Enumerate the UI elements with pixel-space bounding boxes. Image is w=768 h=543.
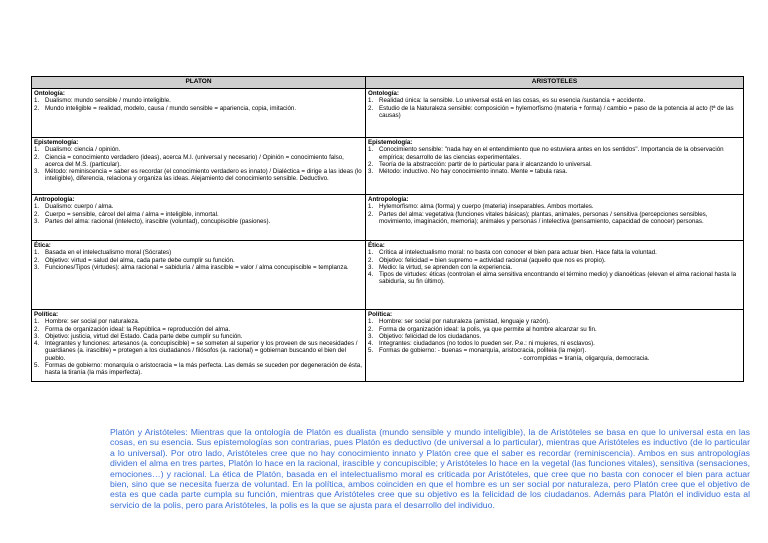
list-item <box>368 326 741 333</box>
item-number: 1. <box>368 249 374 257</box>
item-list <box>34 249 363 271</box>
item-text: Crítica al intelectualismo moral: no basta con conocer el bien para actuar bien. Hace falta la voluntad. <box>379 249 657 257</box>
aristoteles-cell <box>366 195 744 241</box>
list-item <box>368 333 741 340</box>
aristoteles-cell <box>366 310 744 382</box>
item-text: Tipos de virtudes: éticas (controlan el alma sensitiva encontrando el término medio) y dianoéticas (elevan el alma racional hasta la sabiduría, su fin último). <box>379 271 737 286</box>
item-text: Estudio de la Naturaleza sensible: composición = hylemorfismo (materia + forma) / cambio = paso de la potencia al acto (tª de las causas) <box>379 104 734 119</box>
item-text: Partes del alma: vegetativa (funciones vitales básicas); plantas, animales, personas / sensitiva (percepciones sensibles, movimiento, imaginación, memoria); animales y personas / intelectiva (pensamiento, capacidad de conocer) personas. <box>379 210 708 225</box>
item-number: 2. <box>34 325 40 333</box>
item-number: 1. <box>34 146 40 154</box>
list-item <box>368 347 741 354</box>
aristoteles-cell <box>366 89 744 138</box>
section-title: Epistemología: <box>368 139 413 146</box>
item-number: 2. <box>368 256 374 264</box>
item-text: Integrantes y funciones: artesanos (a. concupiscible) = se someten al superior y los proveen de sus necesidades / guardianes (a. irascible) = protegen a los ciudadanos / filósofos (a. racional) = gobiernan buscando el bien del pueblo. <box>45 340 358 362</box>
item-text: Dualismo: cuerpo / alma. <box>45 203 114 211</box>
section-title: Ontología: <box>34 90 65 97</box>
platon-cell <box>32 89 366 138</box>
list-item <box>34 362 363 377</box>
item-number: 1. <box>368 318 374 326</box>
item-number: 5. <box>34 362 40 370</box>
item-text: Método: reminiscencia = saber es recordar (el conocimiento verdadero es innato) / Dialéctica = dirige a las ideas (lo inteligible), diferencia, relaciona y organiza las ideas. Alejamiento del conocimiento sensible. Deductivo. <box>45 168 362 183</box>
table-row <box>32 195 744 241</box>
item-number: 5. <box>368 347 374 355</box>
item-list <box>34 97 363 112</box>
comparison-table <box>31 76 744 382</box>
item-list <box>368 318 741 354</box>
list-item <box>34 257 363 264</box>
list-item <box>34 203 363 210</box>
list-item <box>368 97 741 104</box>
item-number: 2. <box>368 325 374 333</box>
list-item <box>34 318 363 325</box>
item-number: 2. <box>34 153 40 161</box>
item-text: Teoría de la abstracción: partir de lo particular para ir alcanzando lo universal. <box>379 160 592 168</box>
item-number: 1. <box>34 97 40 105</box>
list-item <box>368 105 741 120</box>
platon-cell <box>32 138 366 195</box>
list-item <box>34 333 363 340</box>
aristoteles-cell <box>366 138 744 195</box>
list-item <box>34 264 363 271</box>
list-item <box>368 203 741 210</box>
list-item <box>368 249 741 256</box>
item-number: 3. <box>368 168 374 176</box>
item-list <box>34 146 363 182</box>
item-text: Hylemorfismo: alma (forma) y cuerpo (materia) inseparables. Ambos mortales. <box>379 203 594 211</box>
item-text: Realidad única: la sensible. Lo universal está en las cosas, es su esencia /sustancia + accidente. <box>379 97 646 105</box>
item-text: Partes del alma: racional (intelecto), irascible (voluntad), concupiscible (pasiones). <box>45 217 271 225</box>
item-number: 1. <box>34 318 40 326</box>
item-number: 1. <box>368 146 374 154</box>
item-number: 1. <box>34 249 40 257</box>
platon-cell <box>32 195 366 241</box>
item-text: Dualismo: ciencia / opinión. <box>45 146 121 154</box>
list-item <box>368 161 741 168</box>
section-title: Ontología: <box>368 90 399 97</box>
item-number: 3. <box>34 217 40 225</box>
item-number: 1. <box>368 97 374 105</box>
list-item <box>368 168 741 175</box>
item-text: Objetivo: justicia, virtud del Estado. Cada parte debe cumplir su función. <box>45 332 243 340</box>
item-text: Basada en el intelectualismo moral (Sócrates) <box>45 249 172 257</box>
item-number: 3. <box>34 168 40 176</box>
aristoteles-cell <box>366 241 744 310</box>
item-list <box>34 203 363 225</box>
item-text: Formas de gobierno: monarquía o aristocracia = la más perfecta. Las demás se suceden por degeneración de ésta, hasta la tiranía (la más imperfecta). <box>45 362 362 377</box>
section-title: Política: <box>34 311 59 318</box>
list-item <box>368 340 741 347</box>
item-text: Objetivo: virtud = salud del alma, cada parte debe cumplir su función. <box>45 256 235 264</box>
platon-cell <box>32 241 366 310</box>
item-list <box>368 249 741 285</box>
section-title: Ética: <box>368 242 385 249</box>
list-item <box>368 271 741 286</box>
item-list <box>34 318 363 376</box>
item-continuation: - corrompidas = tiranía, oligarquía, democracia. <box>519 354 650 362</box>
list-item <box>368 211 741 226</box>
item-text: Método: inductivo. No hay conocimiento innato. Mente = tabula rasa. <box>379 168 568 176</box>
item-text: Ciencia = conocimiento verdadero (ideas), acerca M.I. (universal y necesario) / Opinión = conocimiento falso, acerca del M.S. (particular). <box>45 153 344 168</box>
item-number: 2. <box>368 210 374 218</box>
item-text: Hombre: ser social por naturaleza. <box>45 318 140 326</box>
list-item <box>34 168 363 183</box>
list-item <box>34 211 363 218</box>
item-number: 3. <box>34 263 40 271</box>
table-header-row <box>32 77 744 89</box>
item-text: Mundo inteligible = realidad, modelo, causa / mundo sensible = apariencia, copia, imitación. <box>45 104 297 112</box>
item-text: Hombre: ser social por naturaleza (amistad, lenguaje y razón). <box>379 318 550 326</box>
list-item <box>34 105 363 112</box>
item-text: Dualismo: mundo sensible / mundo inteligible. <box>45 97 171 105</box>
summary-paragraph: Platón y Aristóteles: Mientras que la ontología de Platón es dualista (mundo sensible y mundo inteligible), la de Aristóteles se basa en que lo universal esta en las cosas, en su esencia. Sus epistemologías son contrarias, pues Platón es deductivo (de universal a lo particular), mientras que Aristóteles es inductivo (de lo particular a lo universal). Por otro lado, Aristóteles cree que no hay conocimiento innato y Platón cree que el saber es recordar (reminiscencia). Ambos en sus antropologías dividen el alma en tres partes, Platón lo hace en la racional, irascible y concupiscible; y Aristóteles lo hace en la vegetal (las funciones vitales), sensitiva (sensaciones, emociones…) y racional. La ética de Platón, basada en el intelectualismo moral es criticada por Aristóteles, que cree que no basta con conocer el bien para actuar bien, sino que se necesita fuerza de voluntad. En la política, ambos coinciden en que el hombre es un ser social por naturaleza, pero Platón cree que el objetivo de esta es que cada parte cumpla su función, mientras que Aristóteles cree que su objetivo es la felicidad de los ciudadanos. Además para Platón el individuo esta al servicio de la polis, pero para Aristóteles, la polis es la que se ajusta para el desarrollo del individuo. <box>110 427 750 510</box>
item-text: Formas de gobierno: - buenas = monarquía, aristocracia, politeia (la mejor). <box>379 347 587 355</box>
item-number: 2. <box>34 210 40 218</box>
list-item <box>34 218 363 225</box>
item-number: 2. <box>34 104 40 112</box>
list-item <box>34 146 363 153</box>
list-item <box>368 318 741 325</box>
item-text: Objetivo: felicidad de los ciudadanos. <box>379 332 482 340</box>
item-list <box>368 203 741 225</box>
section-title: Ética: <box>34 242 51 249</box>
item-number: 3. <box>368 332 374 340</box>
list-item <box>368 257 741 264</box>
item-number: 1. <box>368 203 374 211</box>
item-text: Forma de organización ideal: la polis, ya que permite al hombre alcanzar su fin. <box>379 325 597 333</box>
item-list <box>368 146 741 175</box>
list-item <box>34 326 363 333</box>
table-row <box>32 241 744 310</box>
list-item <box>368 264 741 271</box>
item-text: Cuerpo = sensible, cárcel del alma / alma = inteligible, inmortal. <box>45 210 219 218</box>
item-text: Objetivo: felicidad = bien supremo = actividad racional (aquello que nos es propio). <box>379 256 606 264</box>
table-row <box>32 138 744 195</box>
list-item <box>34 249 363 256</box>
item-number: 4. <box>368 340 374 348</box>
item-text: Integrantes: ciudadanos (no todos lo pueden ser. P.e.: ni mujeres, ni esclavos). <box>379 340 595 348</box>
item-number: 4. <box>368 271 374 279</box>
item-number: 4. <box>34 340 40 348</box>
item-list <box>368 97 741 119</box>
list-item <box>34 97 363 104</box>
section-title: Epistemología: <box>34 139 79 146</box>
item-number: 3. <box>368 263 374 271</box>
list-item <box>34 340 363 362</box>
table-row <box>32 310 744 382</box>
item-text: Medio: la virtud, se aprenden con la experiencia. <box>379 263 513 271</box>
item-number: 2. <box>368 160 374 168</box>
list-item <box>34 154 363 169</box>
section-title: Antropología: <box>368 196 409 203</box>
item-number: 2. <box>34 256 40 264</box>
section-title: Antropología: <box>34 196 75 203</box>
platon-cell <box>32 310 366 382</box>
list-item <box>368 146 741 161</box>
item-text: Conocimiento sensible: "nada hay en el entendimiento que no estuviera antes en los sentidos". Importancia de la observación empírica; desarrollo de las ciencias experimentales. <box>379 146 724 161</box>
item-number: 3. <box>34 332 40 340</box>
item-number: 1. <box>34 203 40 211</box>
table-row <box>32 89 744 138</box>
header-aristoteles: ARISTOTELES <box>366 77 744 89</box>
section-title: Política: <box>368 311 393 318</box>
item-text: Forma de organización ideal: la República = reproducción del alma. <box>45 325 231 333</box>
item-number: 2. <box>368 104 374 112</box>
header-platon: PLATON <box>32 77 366 89</box>
item-text: Funciones/Tipos (virtudes): alma racional = sabiduría / alma irascible = valor / alma concupiscible = templanza. <box>45 263 349 271</box>
